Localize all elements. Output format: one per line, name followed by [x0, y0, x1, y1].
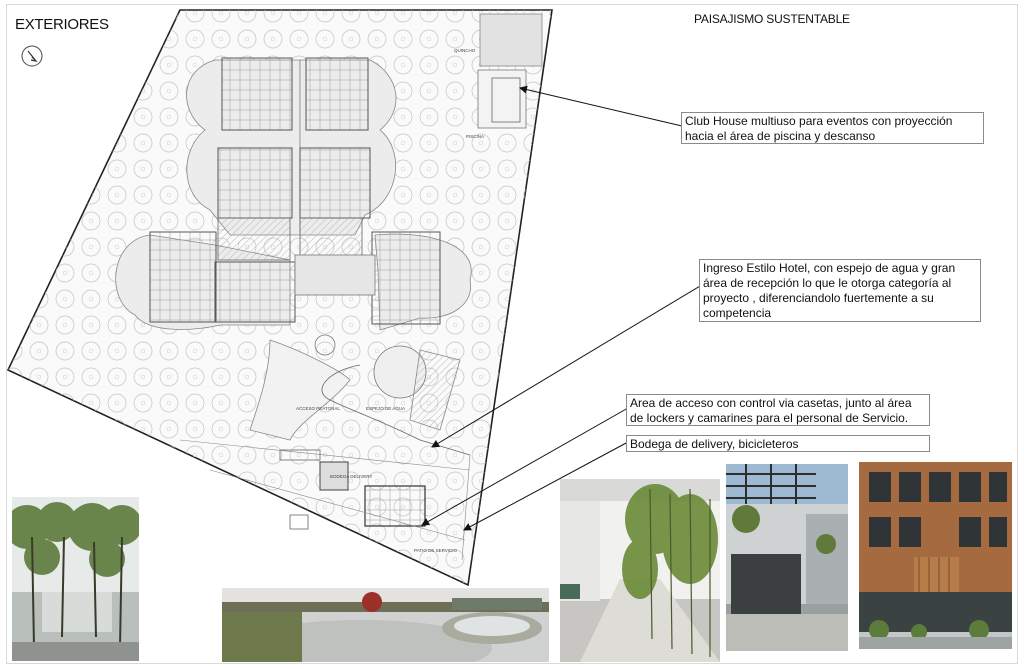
- plan-label-piscina: PISCINA: [466, 134, 485, 139]
- photo-entrance-plaza: [222, 588, 549, 662]
- plan-label-bodega: BODEGA DELIVERY: [330, 474, 373, 479]
- plan-label-quincho: QUINCHO: [454, 48, 476, 53]
- photo-bamboo-walkway: [560, 479, 720, 662]
- photo-courtyard-trees: [12, 497, 139, 661]
- landscape-title: PAISAJISMO SUSTENTABLE: [694, 12, 850, 26]
- note-club-house: Club House multiuso para eventos con proyección hacia el área de piscina y descanso: [681, 112, 984, 144]
- plan-label-acceso: ACCESO PEATONAL: [296, 406, 340, 411]
- note-area-acceso: Area de acceso con control via casetas, junto al área de lockers y camarines para el personal de Servicio.: [626, 394, 930, 426]
- photo-pergola-courtyard: [726, 464, 848, 651]
- photo-building-facade: [859, 462, 1012, 649]
- note-bodega-delivery: Bodega de delivery, bicicleteros: [626, 435, 930, 452]
- section-title: EXTERIORES: [15, 16, 109, 33]
- plan-label-espejo: ESPEJO DE AGUA: [366, 406, 406, 411]
- plan-label-servicio: PATIO DE SERVICIO: [414, 548, 458, 553]
- note-ingreso-hotel: Ingreso Estilo Hotel, con espejo de agua y gran área de recepción lo que le otorga categoría al proyecto , diferenciandolo fuertemente a su competencia: [699, 259, 981, 322]
